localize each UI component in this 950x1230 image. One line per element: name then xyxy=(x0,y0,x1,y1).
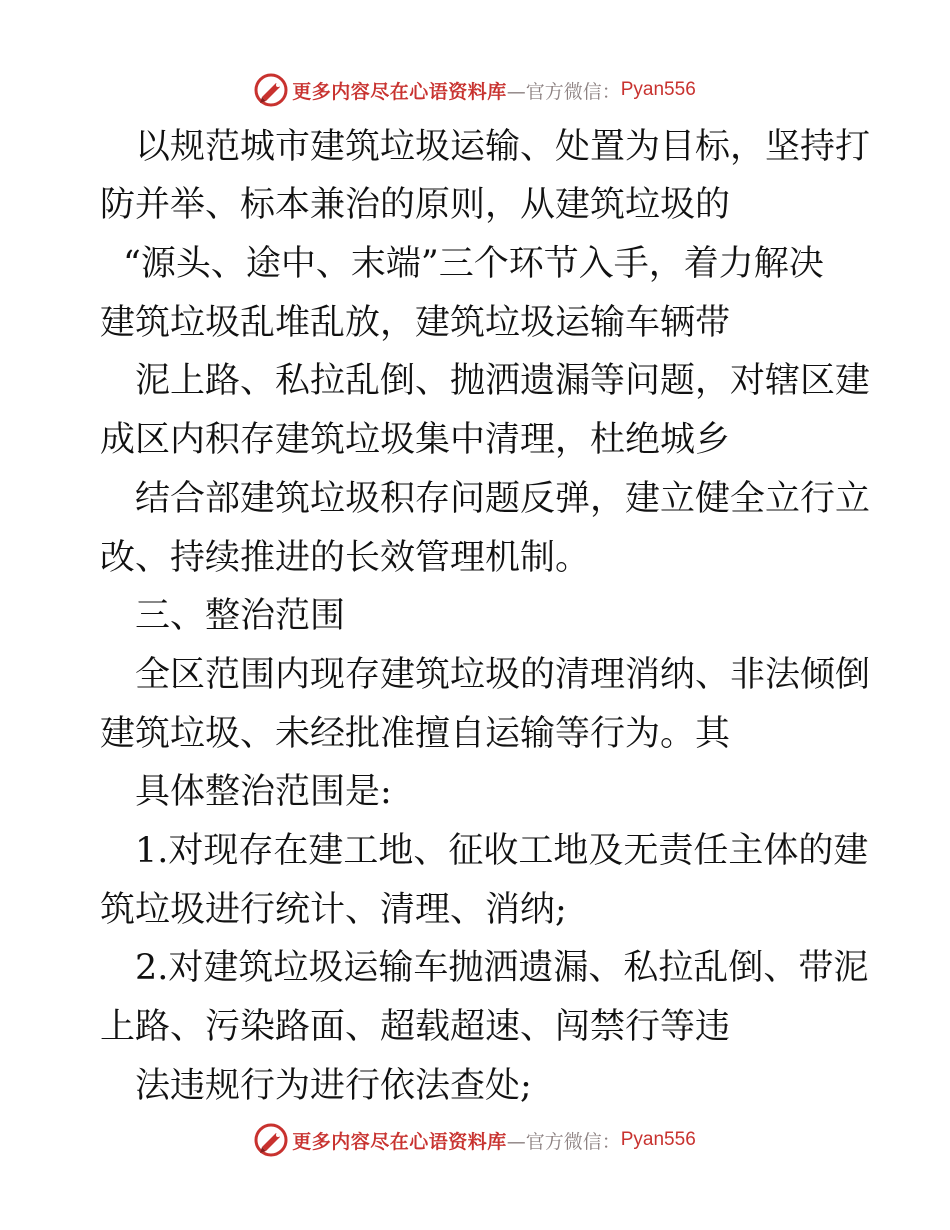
list-item-line: 上路、污染路面、超载超速、闯禁行等违 xyxy=(100,1007,731,1047)
paragraph-line: 成区内积存建筑垃圾集中清理，杜绝城乡 xyxy=(100,420,731,460)
banner-separator: —官方微信： xyxy=(506,80,621,103)
banner-text: 更多内容尽在心语资料库 xyxy=(292,1130,507,1153)
paragraph-line: 结合部建筑垃圾积存问题反弹，建立健全立行立 xyxy=(135,479,871,519)
paragraph-line: 建筑垃圾乱堆乱放，建筑垃圾运输车辆带 xyxy=(100,303,731,343)
pen-logo-icon xyxy=(254,1123,288,1157)
paragraph-line: 建筑垃圾、未经批准擅自运输等行为。其 xyxy=(100,714,731,754)
paragraph-line: 具体整治范围是: xyxy=(135,772,392,812)
banner-text: 更多内容尽在心语资料库 xyxy=(292,80,507,103)
paragraph-line: 防并举、标本兼治的原则，从建筑垃圾的 xyxy=(100,185,731,225)
paragraph-line: 全区范围内现存建筑垃圾的清理消纳、非法倾倒 xyxy=(135,655,871,695)
footer-banner xyxy=(0,1120,950,1160)
banner-wechat-id: Pyan556 xyxy=(620,79,696,100)
banner-wechat-id: Pyan556 xyxy=(620,1129,696,1150)
paragraph-line: “源头、途中、末端”三个环节入手，着力解决 xyxy=(123,244,824,284)
pen-logo-icon xyxy=(254,73,288,107)
paragraph-line: 以规范城市建筑垃圾运输、处置为目标，坚持打 xyxy=(135,127,871,167)
paragraph-line: 泥上路、私拉乱倒、抛洒遗漏等问题，对辖区建 xyxy=(135,361,871,401)
list-item-line: 筑垃圾进行统计、清理、消纳; xyxy=(100,890,567,930)
list-item-line: 法违规行为进行依法查处; xyxy=(135,1066,532,1106)
list-item-line: 2.对建筑垃圾运输车抛洒遗漏、私拉乱倒、带泥 xyxy=(135,948,869,988)
header-banner xyxy=(0,70,950,110)
paragraph-line: 改、持续推进的长效管理机制。 xyxy=(100,538,591,578)
list-item-line: 1.对现存在建工地、征收工地及无责任主体的建 xyxy=(135,831,869,871)
section-heading: 三、整治范围 xyxy=(135,596,346,636)
banner-separator: —官方微信： xyxy=(506,1130,621,1153)
